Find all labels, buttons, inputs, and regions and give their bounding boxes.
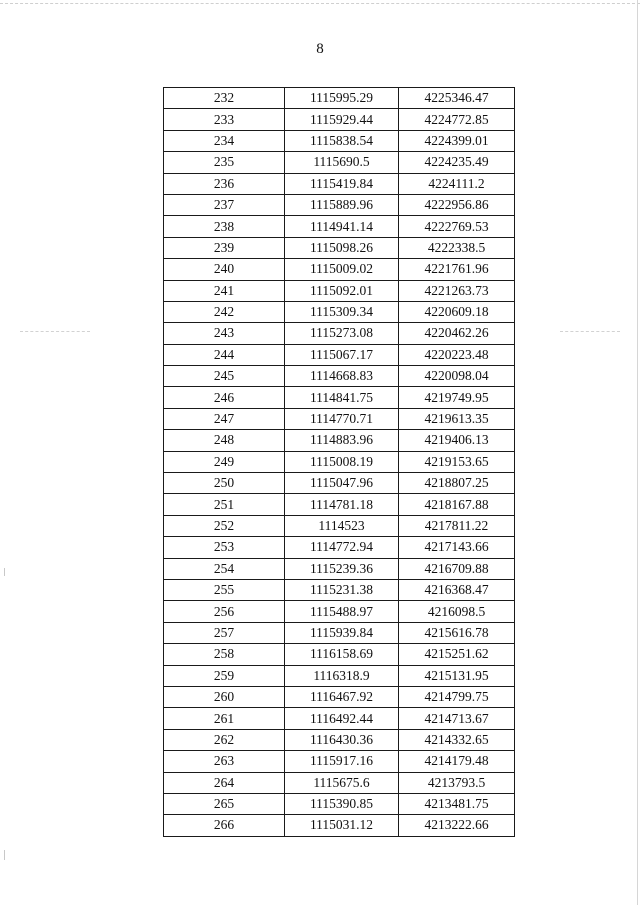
point-number-cell: 257	[164, 622, 285, 643]
scan-artifact-mark-bottom	[4, 850, 5, 860]
table-row	[164, 515, 515, 536]
x-coordinate-cell: 1115390.85	[285, 793, 399, 814]
x-coordinate-cell: 1115047.96	[285, 473, 399, 494]
point-number-cell: 264	[164, 772, 285, 793]
y-coordinate-cell: 4214799.75	[399, 686, 515, 707]
y-coordinate-cell: 4220462.26	[399, 323, 515, 344]
table-row	[164, 109, 515, 130]
point-number-cell: 236	[164, 173, 285, 194]
y-coordinate-cell: 4218807.25	[399, 473, 515, 494]
scan-right-edge	[637, 0, 638, 905]
table-row	[164, 88, 515, 109]
y-coordinate-cell: 4218167.88	[399, 494, 515, 515]
y-coordinate-cell: 4222338.5	[399, 237, 515, 258]
table-row	[164, 194, 515, 215]
y-coordinate-cell: 4224772.85	[399, 109, 515, 130]
scan-top-edge	[0, 3, 640, 4]
point-number-cell: 243	[164, 323, 285, 344]
x-coordinate-cell: 1114523	[285, 515, 399, 536]
x-coordinate-cell: 1115008.19	[285, 451, 399, 472]
x-coordinate-cell: 1114941.14	[285, 216, 399, 237]
point-number-cell: 238	[164, 216, 285, 237]
point-number-cell: 250	[164, 473, 285, 494]
x-coordinate-cell: 1114781.18	[285, 494, 399, 515]
point-number-cell: 239	[164, 237, 285, 258]
table-row	[164, 430, 515, 451]
table-row	[164, 216, 515, 237]
table-row	[164, 408, 515, 429]
point-number-cell: 234	[164, 130, 285, 151]
scan-artifact-dash-left	[20, 331, 90, 333]
point-number-cell: 266	[164, 815, 285, 836]
x-coordinate-cell: 1115067.17	[285, 344, 399, 365]
x-coordinate-cell: 1115092.01	[285, 280, 399, 301]
x-coordinate-cell: 1115309.34	[285, 301, 399, 322]
x-coordinate-cell: 1116158.69	[285, 644, 399, 665]
x-coordinate-cell: 1116467.92	[285, 686, 399, 707]
table-row	[164, 259, 515, 280]
y-coordinate-cell: 4216098.5	[399, 601, 515, 622]
table-row	[164, 729, 515, 750]
y-coordinate-cell: 4222769.53	[399, 216, 515, 237]
coordinates-table-body	[164, 88, 515, 837]
y-coordinate-cell: 4220609.18	[399, 301, 515, 322]
point-number-cell: 232	[164, 88, 285, 109]
table-row	[164, 558, 515, 579]
point-number-cell: 251	[164, 494, 285, 515]
y-coordinate-cell: 4215251.62	[399, 644, 515, 665]
table-row	[164, 494, 515, 515]
x-coordinate-cell: 1114770.71	[285, 408, 399, 429]
y-coordinate-cell: 4216709.88	[399, 558, 515, 579]
x-coordinate-cell: 1114772.94	[285, 537, 399, 558]
point-number-cell: 246	[164, 387, 285, 408]
point-number-cell: 259	[164, 665, 285, 686]
y-coordinate-cell: 4221761.96	[399, 259, 515, 280]
table-row	[164, 280, 515, 301]
y-coordinate-cell: 4215131.95	[399, 665, 515, 686]
y-coordinate-cell: 4214332.65	[399, 729, 515, 750]
x-coordinate-cell: 1115995.29	[285, 88, 399, 109]
table-row	[164, 237, 515, 258]
point-number-cell: 242	[164, 301, 285, 322]
x-coordinate-cell: 1115939.84	[285, 622, 399, 643]
table-row	[164, 451, 515, 472]
point-number-cell: 262	[164, 729, 285, 750]
table-row	[164, 665, 515, 686]
y-coordinate-cell: 4224111.2	[399, 173, 515, 194]
table-row	[164, 815, 515, 836]
point-number-cell: 235	[164, 152, 285, 173]
y-coordinate-cell: 4215616.78	[399, 622, 515, 643]
y-coordinate-cell: 4213793.5	[399, 772, 515, 793]
table-row	[164, 686, 515, 707]
table-row	[164, 323, 515, 344]
table-row	[164, 473, 515, 494]
point-number-cell: 258	[164, 644, 285, 665]
x-coordinate-cell: 1115488.97	[285, 601, 399, 622]
table-row	[164, 173, 515, 194]
point-number-cell: 241	[164, 280, 285, 301]
table-row	[164, 130, 515, 151]
point-number-cell: 237	[164, 194, 285, 215]
y-coordinate-cell: 4222956.86	[399, 194, 515, 215]
y-coordinate-cell: 4224235.49	[399, 152, 515, 173]
table-row	[164, 344, 515, 365]
y-coordinate-cell: 4220223.48	[399, 344, 515, 365]
y-coordinate-cell: 4224399.01	[399, 130, 515, 151]
point-number-cell: 249	[164, 451, 285, 472]
point-number-cell: 260	[164, 686, 285, 707]
point-number-cell: 265	[164, 793, 285, 814]
y-coordinate-cell: 4219749.95	[399, 387, 515, 408]
y-coordinate-cell: 4214713.67	[399, 708, 515, 729]
point-number-cell: 263	[164, 751, 285, 772]
x-coordinate-cell: 1114883.96	[285, 430, 399, 451]
x-coordinate-cell: 1115098.26	[285, 237, 399, 258]
point-number-cell: 261	[164, 708, 285, 729]
table-row	[164, 644, 515, 665]
table-row	[164, 708, 515, 729]
y-coordinate-cell: 4225346.47	[399, 88, 515, 109]
x-coordinate-cell: 1115031.12	[285, 815, 399, 836]
x-coordinate-cell: 1115231.38	[285, 579, 399, 600]
x-coordinate-cell: 1115239.36	[285, 558, 399, 579]
x-coordinate-cell: 1115917.16	[285, 751, 399, 772]
point-number-cell: 252	[164, 515, 285, 536]
y-coordinate-cell: 4220098.04	[399, 366, 515, 387]
x-coordinate-cell: 1115690.5	[285, 152, 399, 173]
y-coordinate-cell: 4219613.35	[399, 408, 515, 429]
table-row	[164, 537, 515, 558]
y-coordinate-cell: 4217143.66	[399, 537, 515, 558]
point-number-cell: 247	[164, 408, 285, 429]
scan-artifact-dash-right	[560, 331, 620, 333]
point-number-cell: 254	[164, 558, 285, 579]
coordinates-table	[163, 87, 515, 837]
table-row	[164, 387, 515, 408]
table-row	[164, 579, 515, 600]
point-number-cell: 256	[164, 601, 285, 622]
x-coordinate-cell: 1115009.02	[285, 259, 399, 280]
table-row	[164, 772, 515, 793]
table-row	[164, 601, 515, 622]
y-coordinate-cell: 4213481.75	[399, 793, 515, 814]
point-number-cell: 240	[164, 259, 285, 280]
table-row	[164, 366, 515, 387]
point-number-cell: 248	[164, 430, 285, 451]
table-row	[164, 751, 515, 772]
y-coordinate-cell: 4219153.65	[399, 451, 515, 472]
x-coordinate-cell: 1115675.6	[285, 772, 399, 793]
y-coordinate-cell: 4219406.13	[399, 430, 515, 451]
x-coordinate-cell: 1116430.36	[285, 729, 399, 750]
x-coordinate-cell: 1114841.75	[285, 387, 399, 408]
scan-artifact-mark	[4, 568, 5, 576]
point-number-cell: 244	[164, 344, 285, 365]
x-coordinate-cell: 1115273.08	[285, 323, 399, 344]
x-coordinate-cell: 1115419.84	[285, 173, 399, 194]
point-number-cell: 255	[164, 579, 285, 600]
y-coordinate-cell: 4217811.22	[399, 515, 515, 536]
x-coordinate-cell: 1115838.54	[285, 130, 399, 151]
x-coordinate-cell: 1116318.9	[285, 665, 399, 686]
point-number-cell: 245	[164, 366, 285, 387]
page-number: 8	[316, 41, 324, 57]
x-coordinate-cell: 1114668.83	[285, 366, 399, 387]
y-coordinate-cell: 4214179.48	[399, 751, 515, 772]
x-coordinate-cell: 1116492.44	[285, 708, 399, 729]
x-coordinate-cell: 1115889.96	[285, 194, 399, 215]
table-row	[164, 793, 515, 814]
table-row	[164, 152, 515, 173]
point-number-cell: 253	[164, 537, 285, 558]
table-row	[164, 622, 515, 643]
y-coordinate-cell: 4221263.73	[399, 280, 515, 301]
y-coordinate-cell: 4216368.47	[399, 579, 515, 600]
x-coordinate-cell: 1115929.44	[285, 109, 399, 130]
table-row	[164, 301, 515, 322]
point-number-cell: 233	[164, 109, 285, 130]
y-coordinate-cell: 4213222.66	[399, 815, 515, 836]
